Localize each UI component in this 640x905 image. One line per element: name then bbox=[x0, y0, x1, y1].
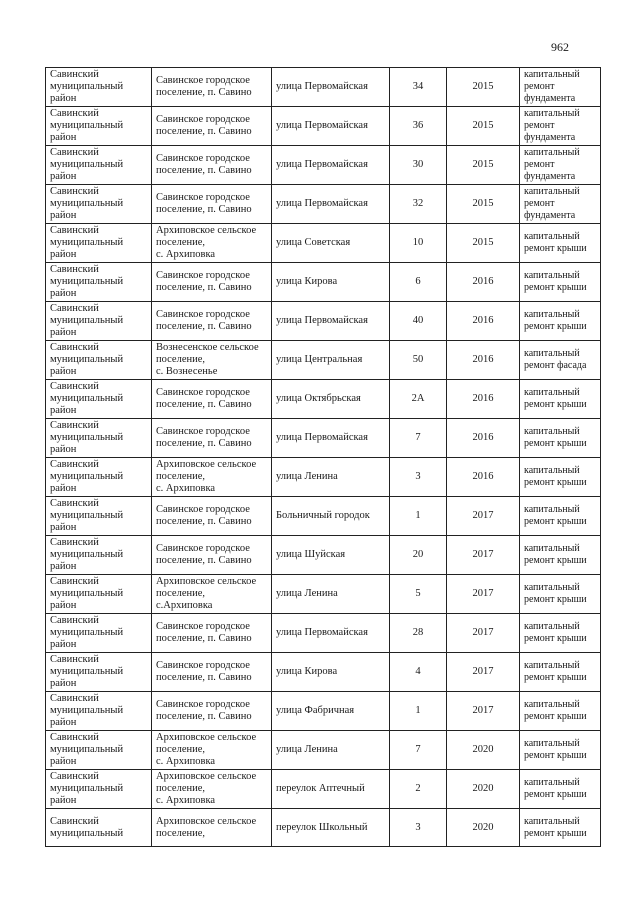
settlement-cell-text: Архиповское сельское поселение, с. Архиповка bbox=[156, 225, 257, 260]
year-cell bbox=[447, 185, 520, 224]
year-cell-text: 2015 bbox=[472, 81, 494, 92]
work-type-cell bbox=[520, 224, 601, 263]
settlement-cell bbox=[152, 146, 272, 185]
table-row bbox=[46, 302, 601, 341]
work-type-cell bbox=[520, 575, 601, 614]
settlement-cell-text: Савинское городское поселение, п. Савино bbox=[156, 309, 252, 332]
district-cell bbox=[46, 302, 152, 341]
district-cell bbox=[46, 224, 152, 263]
year-cell-text: 2016 bbox=[472, 315, 494, 326]
district-cell-text: Савинский муниципальный район bbox=[50, 420, 124, 455]
year-cell bbox=[447, 614, 520, 653]
house-number-cell bbox=[390, 497, 447, 536]
district-cell bbox=[46, 68, 152, 107]
year-cell bbox=[447, 68, 520, 107]
work-type-cell-text: капитальный ремонт крыши bbox=[524, 543, 587, 566]
street-cell bbox=[272, 614, 390, 653]
settlement-cell-text: Савинское городское поселение, п. Савино bbox=[156, 699, 252, 722]
settlement-cell bbox=[152, 341, 272, 380]
street-cell-text: переулок Аптечный bbox=[276, 783, 365, 794]
district-cell bbox=[46, 653, 152, 692]
settlement-cell bbox=[152, 770, 272, 809]
settlement-cell bbox=[152, 263, 272, 302]
settlement-cell-text: Савинское городское поселение, п. Савино bbox=[156, 504, 252, 527]
settlement-cell bbox=[152, 68, 272, 107]
street-cell bbox=[272, 107, 390, 146]
settlement-cell-text: Вознесенское сельское поселение, с. Вознесенье bbox=[156, 342, 259, 377]
settlement-cell bbox=[152, 224, 272, 263]
settlement-cell-text: Савинское городское поселение, п. Савино bbox=[156, 660, 252, 683]
house-number-cell-text: 7 bbox=[415, 432, 421, 443]
work-type-cell bbox=[520, 458, 601, 497]
district-cell bbox=[46, 614, 152, 653]
district-cell bbox=[46, 770, 152, 809]
table-body bbox=[46, 68, 601, 847]
year-cell bbox=[447, 341, 520, 380]
house-number-cell-text: 20 bbox=[412, 549, 424, 560]
house-number-cell-text: 32 bbox=[412, 198, 424, 209]
street-cell-text: улица Кирова bbox=[276, 666, 338, 677]
work-type-cell-text: капитальный ремонт фундамента bbox=[524, 69, 580, 104]
table-row bbox=[46, 809, 601, 847]
settlement-cell bbox=[152, 107, 272, 146]
house-number-cell-text: 34 bbox=[412, 81, 424, 92]
table-row bbox=[46, 536, 601, 575]
table-row bbox=[46, 731, 601, 770]
house-number-cell-text: 2 bbox=[415, 783, 421, 794]
street-cell bbox=[272, 302, 390, 341]
street-cell-text: улица Первомайская bbox=[276, 198, 368, 209]
settlement-cell-text: Архиповское сельское поселение, bbox=[156, 815, 257, 839]
work-type-cell-text: капитальный ремонт фундамента bbox=[524, 147, 580, 182]
house-number-cell bbox=[390, 653, 447, 692]
district-cell bbox=[46, 458, 152, 497]
table-row bbox=[46, 458, 601, 497]
street-cell-text: улица Первомайская bbox=[276, 120, 368, 131]
year-cell-text: 2016 bbox=[472, 393, 494, 404]
district-cell bbox=[46, 575, 152, 614]
street-cell-text: Больничный городок bbox=[276, 510, 370, 521]
street-cell bbox=[272, 146, 390, 185]
settlement-cell bbox=[152, 497, 272, 536]
district-cell bbox=[46, 185, 152, 224]
settlement-cell-text: Савинское городское поселение, п. Савино bbox=[156, 153, 252, 176]
year-cell bbox=[447, 770, 520, 809]
work-type-cell-text: капитальный ремонт фасада bbox=[524, 348, 587, 371]
settlement-cell bbox=[152, 692, 272, 731]
street-cell bbox=[272, 731, 390, 770]
work-type-cell-text: капитальный ремонт крыши bbox=[524, 699, 587, 722]
year-cell-text: 2016 bbox=[472, 471, 494, 482]
settlement-cell bbox=[152, 575, 272, 614]
table-row bbox=[46, 653, 601, 692]
year-cell-text: 2015 bbox=[472, 120, 494, 131]
street-cell bbox=[272, 536, 390, 575]
house-number-cell-text: 3 bbox=[415, 471, 421, 482]
table-row bbox=[46, 68, 601, 107]
house-number-cell-text: 6 bbox=[415, 276, 421, 287]
page-number: 962 bbox=[551, 40, 569, 54]
year-cell-text: 2017 bbox=[472, 666, 494, 677]
street-cell-text: улица Первомайская bbox=[276, 159, 368, 170]
work-type-cell bbox=[520, 380, 601, 419]
district-cell-text: Савинский муниципальный район bbox=[50, 615, 124, 650]
house-number-cell bbox=[390, 419, 447, 458]
street-cell-text: улица Советская bbox=[276, 237, 351, 248]
repair-registry-table bbox=[45, 67, 601, 847]
district-cell-text: Савинский муниципальный район bbox=[50, 342, 124, 377]
district-cell-text: Савинский муниципальный bbox=[50, 815, 124, 839]
year-cell-text: 2015 bbox=[472, 237, 494, 248]
work-type-cell bbox=[520, 809, 601, 847]
house-number-cell bbox=[390, 692, 447, 731]
settlement-cell bbox=[152, 536, 272, 575]
street-cell bbox=[272, 770, 390, 809]
settlement-cell bbox=[152, 614, 272, 653]
street-cell-text: улица Ленина bbox=[276, 471, 338, 482]
year-cell bbox=[447, 692, 520, 731]
house-number-cell-text: 50 bbox=[412, 354, 424, 365]
house-number-cell bbox=[390, 380, 447, 419]
settlement-cell bbox=[152, 185, 272, 224]
house-number-cell bbox=[390, 536, 447, 575]
table-row bbox=[46, 692, 601, 731]
year-cell bbox=[447, 419, 520, 458]
street-cell-text: улица Первомайская bbox=[276, 81, 368, 92]
settlement-cell-text: Савинское городское поселение, п. Савино bbox=[156, 114, 252, 137]
street-cell bbox=[272, 575, 390, 614]
district-cell-text: Савинский муниципальный район bbox=[50, 108, 124, 143]
settlement-cell-text: Савинское городское поселение, п. Савино bbox=[156, 426, 252, 449]
house-number-cell bbox=[390, 341, 447, 380]
settlement-cell bbox=[152, 653, 272, 692]
district-cell-text: Савинский муниципальный район bbox=[50, 147, 124, 182]
settlement-cell-text: Савинское городское поселение, п. Савино bbox=[156, 75, 252, 98]
street-cell bbox=[272, 68, 390, 107]
year-cell bbox=[447, 302, 520, 341]
settlement-cell bbox=[152, 380, 272, 419]
table-row bbox=[46, 497, 601, 536]
street-cell bbox=[272, 185, 390, 224]
settlement-cell-text: Савинское городское поселение, п. Савино bbox=[156, 192, 252, 215]
district-cell-text: Савинский муниципальный район bbox=[50, 498, 124, 533]
house-number-cell-text: 1 bbox=[415, 510, 421, 521]
house-number-cell-text: 28 bbox=[412, 627, 424, 638]
settlement-cell-text: Савинское городское поселение, п. Савино bbox=[156, 270, 252, 293]
house-number-cell-text: 40 bbox=[412, 315, 424, 326]
district-cell-text: Савинский муниципальный район bbox=[50, 381, 124, 416]
work-type-cell bbox=[520, 341, 601, 380]
work-type-cell bbox=[520, 614, 601, 653]
house-number-cell bbox=[390, 302, 447, 341]
year-cell-text: 2016 bbox=[472, 432, 494, 443]
year-cell-text: 2017 bbox=[472, 549, 494, 560]
district-cell bbox=[46, 380, 152, 419]
work-type-cell bbox=[520, 653, 601, 692]
street-cell-text: улица Центральная bbox=[276, 354, 363, 365]
work-type-cell bbox=[520, 302, 601, 341]
district-cell-text: Савинский муниципальный район bbox=[50, 69, 124, 104]
street-cell bbox=[272, 341, 390, 380]
work-type-cell bbox=[520, 692, 601, 731]
district-cell bbox=[46, 146, 152, 185]
work-type-cell bbox=[520, 185, 601, 224]
year-cell bbox=[447, 224, 520, 263]
table-row bbox=[46, 419, 601, 458]
street-cell-text: улица Шуйская bbox=[276, 549, 346, 560]
work-type-cell bbox=[520, 146, 601, 185]
settlement-cell-text: Савинское городское поселение, п. Савино bbox=[156, 621, 252, 644]
year-cell-text: 2020 bbox=[472, 744, 494, 755]
year-cell bbox=[447, 263, 520, 302]
street-cell bbox=[272, 692, 390, 731]
house-number-cell bbox=[390, 809, 447, 847]
work-type-cell-text: капитальный ремонт фундамента bbox=[524, 186, 580, 221]
street-cell bbox=[272, 497, 390, 536]
year-cell bbox=[447, 458, 520, 497]
year-cell-text: 2020 bbox=[472, 821, 494, 833]
district-cell-text: Савинский муниципальный район bbox=[50, 693, 124, 728]
work-type-cell bbox=[520, 68, 601, 107]
year-cell bbox=[447, 731, 520, 770]
district-cell-text: Савинский муниципальный район bbox=[50, 186, 124, 221]
district-cell bbox=[46, 536, 152, 575]
work-type-cell bbox=[520, 263, 601, 302]
street-cell-text: улица Октябрьская bbox=[276, 393, 361, 404]
house-number-cell-text: 7 bbox=[415, 744, 421, 755]
work-type-cell-text: капитальный ремонт крыши bbox=[524, 231, 587, 254]
street-cell-text: улица Ленина bbox=[276, 744, 338, 755]
work-type-cell-text: капитальный ремонт крыши bbox=[524, 621, 587, 644]
house-number-cell-text: 1 bbox=[415, 705, 421, 716]
street-cell-text: улица Первомайская bbox=[276, 315, 368, 326]
settlement-cell-text: Савинское городское поселение, п. Савино bbox=[156, 543, 252, 566]
work-type-cell-text: капитальный ремонт крыши bbox=[524, 582, 587, 605]
settlement-cell-text: Архиповское сельское поселение, с. Архиповка bbox=[156, 459, 257, 494]
table-row bbox=[46, 146, 601, 185]
house-number-cell bbox=[390, 614, 447, 653]
district-cell-text: Савинский муниципальный район bbox=[50, 732, 124, 767]
street-cell-text: переулок Школьный bbox=[276, 821, 368, 833]
district-cell bbox=[46, 692, 152, 731]
year-cell bbox=[447, 380, 520, 419]
work-type-cell bbox=[520, 497, 601, 536]
street-cell bbox=[272, 809, 390, 847]
settlement-cell-text: Архиповское сельское поселение, с. Архиповка bbox=[156, 771, 257, 806]
work-type-cell bbox=[520, 419, 601, 458]
table-row bbox=[46, 224, 601, 263]
work-type-cell-text: капитальный ремонт крыши bbox=[524, 738, 587, 761]
settlement-cell bbox=[152, 302, 272, 341]
district-cell-text: Савинский муниципальный район bbox=[50, 225, 124, 260]
house-number-cell bbox=[390, 107, 447, 146]
district-cell bbox=[46, 341, 152, 380]
street-cell bbox=[272, 380, 390, 419]
table-row bbox=[46, 107, 601, 146]
year-cell bbox=[447, 146, 520, 185]
work-type-cell-text: капитальный ремонт крыши bbox=[524, 387, 587, 410]
year-cell bbox=[447, 653, 520, 692]
house-number-cell bbox=[390, 185, 447, 224]
year-cell bbox=[447, 575, 520, 614]
district-cell-text: Савинский муниципальный район bbox=[50, 771, 124, 806]
settlement-cell-text: Архиповское сельское поселение, с. Архиповка bbox=[156, 732, 257, 767]
work-type-cell-text: капитальный ремонт крыши bbox=[524, 777, 587, 800]
street-cell bbox=[272, 224, 390, 263]
table-row bbox=[46, 770, 601, 809]
house-number-cell-text: 4 bbox=[415, 666, 421, 677]
house-number-cell-text: 2А bbox=[411, 393, 425, 404]
year-cell bbox=[447, 536, 520, 575]
settlement-cell bbox=[152, 731, 272, 770]
district-cell-text: Савинский муниципальный район bbox=[50, 264, 124, 299]
year-cell-text: 2016 bbox=[472, 354, 494, 365]
house-number-cell bbox=[390, 731, 447, 770]
house-number-cell bbox=[390, 146, 447, 185]
house-number-cell bbox=[390, 458, 447, 497]
work-type-cell-text: капитальный ремонт крыши bbox=[524, 660, 587, 683]
year-cell-text: 2017 bbox=[472, 705, 494, 716]
work-type-cell-text: капитальный ремонт крыши bbox=[524, 465, 587, 488]
street-cell bbox=[272, 458, 390, 497]
street-cell-text: улица Первомайская bbox=[276, 627, 368, 638]
house-number-cell-text: 3 bbox=[415, 821, 421, 833]
street-cell-text: улица Первомайская bbox=[276, 432, 368, 443]
year-cell-text: 2017 bbox=[472, 588, 494, 599]
district-cell bbox=[46, 263, 152, 302]
year-cell-text: 2016 bbox=[472, 276, 494, 287]
table-row bbox=[46, 263, 601, 302]
district-cell bbox=[46, 419, 152, 458]
house-number-cell-text: 30 bbox=[412, 159, 424, 170]
table-row bbox=[46, 614, 601, 653]
house-number-cell bbox=[390, 575, 447, 614]
table-row bbox=[46, 341, 601, 380]
district-cell bbox=[46, 497, 152, 536]
district-cell bbox=[46, 731, 152, 770]
settlement-cell bbox=[152, 809, 272, 847]
district-cell bbox=[46, 107, 152, 146]
year-cell-text: 2017 bbox=[472, 510, 494, 521]
settlement-cell-text: Архиповское сельское поселение, с.Архиповка bbox=[156, 576, 257, 611]
street-cell bbox=[272, 419, 390, 458]
street-cell-text: улица Кирова bbox=[276, 276, 338, 287]
work-type-cell-text: капитальный ремонт крыши bbox=[524, 426, 587, 449]
settlement-cell-text: Савинское городское поселение, п. Савино bbox=[156, 387, 252, 410]
settlement-cell bbox=[152, 458, 272, 497]
work-type-cell-text: капитальный ремонт крыши bbox=[524, 815, 587, 839]
district-cell-text: Савинский муниципальный район bbox=[50, 576, 124, 611]
district-cell-text: Савинский муниципальный район bbox=[50, 459, 124, 494]
work-type-cell bbox=[520, 536, 601, 575]
house-number-cell bbox=[390, 224, 447, 263]
year-cell-text: 2020 bbox=[472, 783, 494, 794]
work-type-cell bbox=[520, 770, 601, 809]
work-type-cell bbox=[520, 731, 601, 770]
district-cell-text: Савинский муниципальный район bbox=[50, 537, 124, 572]
street-cell bbox=[272, 653, 390, 692]
house-number-cell-text: 36 bbox=[412, 120, 424, 131]
house-number-cell-text: 5 bbox=[415, 588, 421, 599]
year-cell bbox=[447, 809, 520, 847]
street-cell-text: улица Ленина bbox=[276, 588, 338, 599]
year-cell-text: 2015 bbox=[472, 198, 494, 209]
district-cell bbox=[46, 809, 152, 847]
district-cell-text: Савинский муниципальный район bbox=[50, 654, 124, 689]
district-cell-text: Савинский муниципальный район bbox=[50, 303, 124, 338]
settlement-cell bbox=[152, 419, 272, 458]
house-number-cell bbox=[390, 68, 447, 107]
table-row bbox=[46, 185, 601, 224]
house-number-cell-text: 10 bbox=[412, 237, 424, 248]
work-type-cell-text: капитальный ремонт фундамента bbox=[524, 108, 580, 143]
work-type-cell-text: капитальный ремонт крыши bbox=[524, 270, 587, 293]
table-row bbox=[46, 380, 601, 419]
year-cell bbox=[447, 497, 520, 536]
street-cell bbox=[272, 263, 390, 302]
year-cell bbox=[447, 107, 520, 146]
work-type-cell-text: капитальный ремонт крыши bbox=[524, 504, 587, 527]
street-cell-text: улица Фабричная bbox=[276, 705, 355, 716]
table-row bbox=[46, 575, 601, 614]
work-type-cell-text: капитальный ремонт крыши bbox=[524, 309, 587, 332]
house-number-cell bbox=[390, 770, 447, 809]
work-type-cell bbox=[520, 107, 601, 146]
year-cell-text: 2015 bbox=[472, 159, 494, 170]
year-cell-text: 2017 bbox=[472, 627, 494, 638]
house-number-cell bbox=[390, 263, 447, 302]
